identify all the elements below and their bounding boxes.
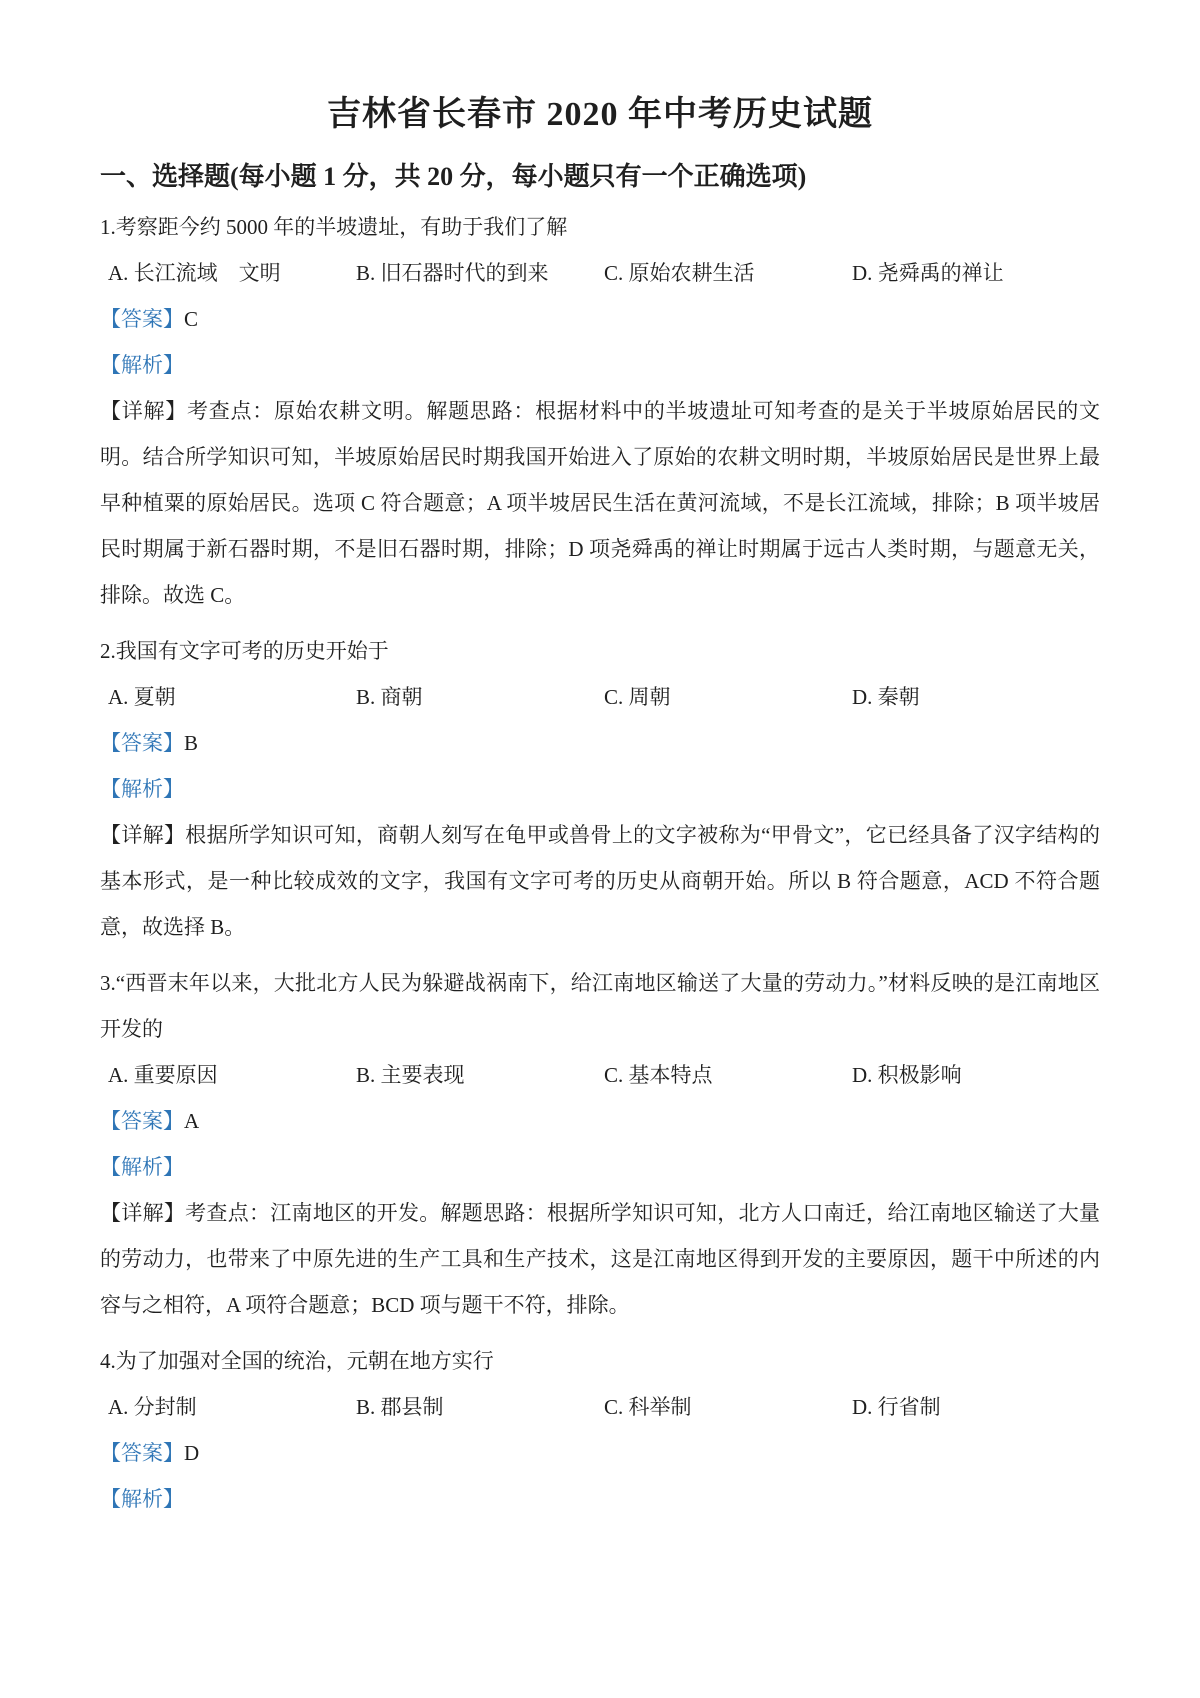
question-4-stem: 4.为了加强对全国的统治，元朝在地方实行: [100, 1349, 494, 1373]
question-3-options: [100, 1052, 1100, 1098]
question-4-options: [100, 1384, 1100, 1430]
question-4-analysis-line: [100, 1476, 1100, 1522]
question-3-option-a: A. 重要原因: [108, 1063, 218, 1087]
question-2-stem: 2.我国有文字可考的历史开始于: [100, 639, 389, 663]
question-4-option-d: D. 行省制: [852, 1395, 941, 1419]
section-heading: 一、选择题(每小题 1 分，共 20 分，每小题只有一个正确选项): [100, 162, 807, 191]
question-2-answer-line: [100, 720, 1100, 766]
question-3-option-b: B. 主要表现: [356, 1063, 465, 1087]
question-2-option-d: D. 秦朝: [852, 685, 920, 709]
analysis-label: 【解析】: [100, 1487, 184, 1511]
question-2-option-c: C. 周朝: [604, 685, 671, 709]
question-1-option-d: D. 尧舜禹的禅让: [852, 261, 1004, 285]
question-1-option-a: A. 长江流域 文明: [108, 261, 281, 285]
question-1-answer-value: C: [184, 307, 199, 331]
question-1-analysis-line: [100, 342, 1100, 388]
question-4-option-a: A. 分封制: [108, 1395, 197, 1419]
question-3-option-c: C. 基本特点: [604, 1063, 713, 1087]
answer-label: 【答案】: [100, 1441, 184, 1465]
question-3-analysis-line: [100, 1144, 1100, 1190]
question-4-option-b: B. 郡县制: [356, 1395, 444, 1419]
question-2-analysis-line: [100, 766, 1100, 812]
answer-label: 【答案】: [100, 731, 184, 755]
question-2-answer-value: B: [184, 731, 199, 755]
question-4-answer-line: [100, 1430, 1100, 1476]
question-1-option-b: B. 旧石器时代的到来: [356, 261, 549, 285]
page-title: 吉林省长春市 2020 年中考历史试题: [327, 96, 873, 133]
question-1-detail: 【详解】考查点：原始农耕文明。解题思路：根据材料中的半坡遗址可知考查的是关于半坡原始居民的文明。结合所学知识可知，半坡原始居民时期我国开始进入了原始的农耕文明时期，半坡原始居民是世界上最早种植粟的原始居民。选项 C 符合题意；A 项半坡居民生活在黄河流域，不是长江流域，排除；B 项半坡居民时期属于新石器时期，不是旧石器时期，排除；D 项尧舜禹的禅让时期属于远古人类时期，与题意无关，排除。故选 C。: [100, 399, 1100, 607]
analysis-label: 【解析】: [100, 1155, 184, 1179]
question-1-options: [100, 250, 1100, 296]
question-4-answer-value: D: [184, 1441, 200, 1465]
question-3-stem: 3.“西晋末年以来，大批北方人民为躲避战祸南下，给江南地区输送了大量的劳动力。”材料反映的是江南地区开发的: [100, 971, 1100, 1041]
analysis-label: 【解析】: [100, 777, 184, 801]
question-3-detail: 【详解】考查点：江南地区的开发。解题思路：根据所学知识可知，北方人口南迁，给江南地区输送了大量的劳动力，也带来了中原先进的生产工具和生产技术，这是江南地区得到开发的主要原因，题干中所述的内容与之相符，A 项符合题意；BCD 项与题干不符，排除。: [100, 1201, 1100, 1317]
question-1-stem: 1.考察距今约 5000 年的半坡遗址，有助于我们了解: [100, 215, 568, 239]
question-3-option-d: D. 积极影响: [852, 1063, 962, 1087]
question-3-answer-line: [100, 1098, 1100, 1144]
question-3-answer-value: A: [184, 1109, 200, 1133]
question-4-option-c: C. 科举制: [604, 1395, 692, 1419]
answer-label: 【答案】: [100, 307, 184, 331]
question-2-option-a: A. 夏朝: [108, 685, 176, 709]
analysis-label: 【解析】: [100, 353, 184, 377]
question-1-option-c: C. 原始农耕生活: [604, 261, 755, 285]
question-1-answer-line: [100, 296, 1100, 342]
question-2-option-b: B. 商朝: [356, 685, 423, 709]
answer-label: 【答案】: [100, 1109, 184, 1133]
question-2-detail: 【详解】根据所学知识可知，商朝人刻写在龟甲或兽骨上的文字被称为“甲骨文”，它已经具备了汉字结构的基本形式，是一种比较成效的文字，我国有文字可考的历史从商朝开始。所以 B 符合题意，ACD 不符合题意，故选择 B。: [100, 823, 1100, 939]
question-2-options: [100, 674, 1100, 720]
